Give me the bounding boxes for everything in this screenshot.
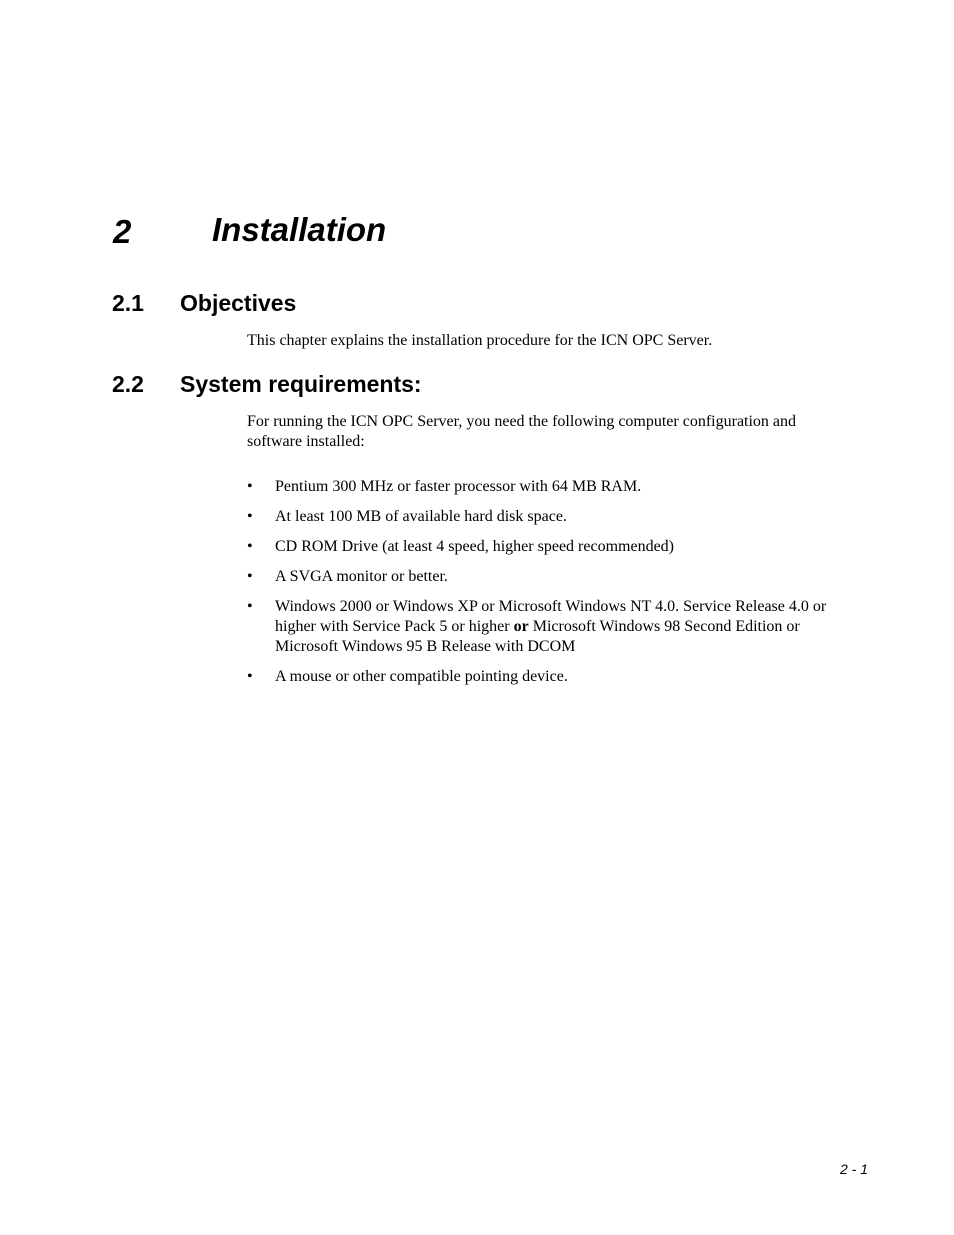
section-title-system-requirements: System requirements: — [180, 371, 422, 397]
list-item-emphasis: or — [513, 618, 529, 635]
list-item — [247, 667, 847, 687]
list-item-text: A SVGA monitor or better. — [275, 568, 448, 585]
list-item-text: CD ROM Drive (at least 4 speed, higher speed recommended) — [275, 538, 674, 555]
bullet-icon: • — [247, 538, 253, 555]
bullet-icon: • — [247, 598, 253, 615]
list-item-text: A mouse or other compatible pointing device. — [275, 668, 568, 685]
list-item-text: Pentium 300 MHz or faster processor with 64 MB RAM. — [275, 478, 642, 495]
bullet-icon: • — [247, 668, 253, 685]
list-item — [247, 507, 847, 527]
section-number-system-requirements: 2.2 — [112, 371, 144, 397]
bullet-icon: • — [247, 478, 253, 495]
list-item-text-part: Windows 2000 or Windows XP or Microsoft Windows NT 4.0. Service Release 4.0 or higher with Service Pack 5 or higher — [275, 598, 827, 635]
list-item-text: At least 100 MB of available hard disk space. — [275, 508, 567, 525]
list-item — [247, 477, 847, 497]
list-item — [247, 597, 847, 657]
list-item-text-part: Microsoft Windows 98 Second Edition or Microsoft Windows 95 B Release with DCOM — [275, 618, 800, 655]
list-item — [247, 537, 847, 557]
chapter-number: 2 — [113, 213, 132, 250]
page-number: 2 - 1 — [839, 1161, 868, 1177]
bullet-icon: • — [247, 508, 253, 525]
system-requirements-intro: For running the ICN OPC Server, you need the following computer configuration and software installed: — [247, 413, 797, 450]
requirements-list — [247, 477, 847, 697]
bullet-icon: • — [247, 568, 253, 585]
section-number-objectives: 2.1 — [112, 290, 144, 316]
chapter-title: Installation — [212, 211, 387, 248]
objectives-paragraph: This chapter explains the installation procedure for the ICN OPC Server. — [247, 332, 713, 349]
section-title-objectives: Objectives — [180, 290, 297, 316]
list-item — [247, 567, 847, 587]
